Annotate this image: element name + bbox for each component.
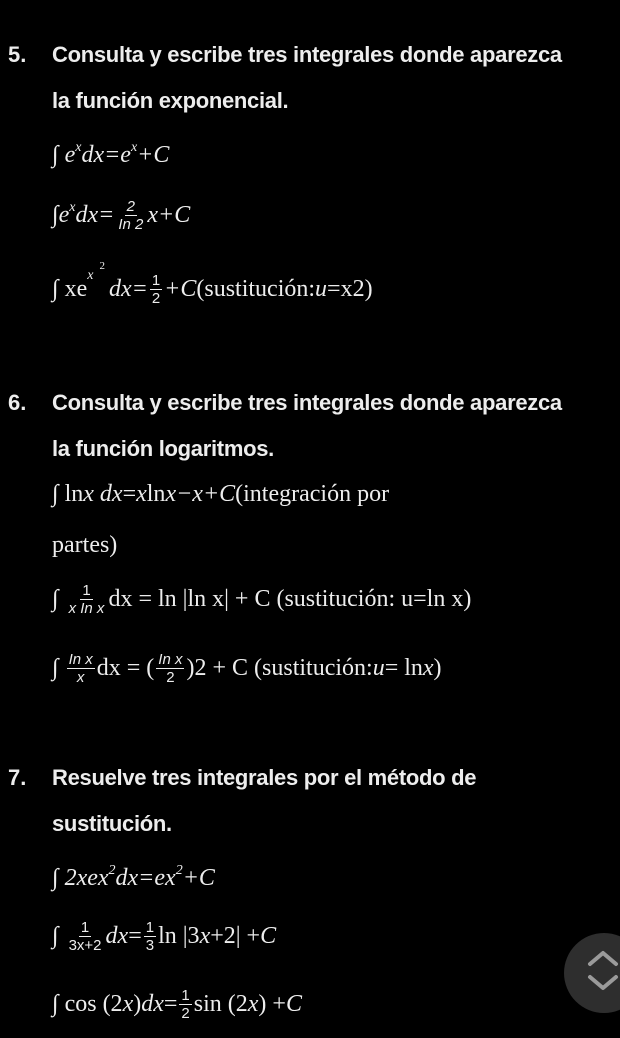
q7-formula-1 (52, 862, 215, 892)
note-text: (sustitución: (196, 276, 316, 302)
chevron-up-down-icon (586, 947, 620, 999)
numerator: In x (158, 651, 183, 668)
denominator: x In x (68, 600, 105, 617)
formula-text: ln |3 (158, 923, 200, 949)
q7-formula-3 (52, 987, 302, 1022)
formula-text: +C (182, 865, 215, 891)
fraction (156, 651, 184, 686)
formula-text: dx (105, 923, 129, 949)
formula-text: ) (133, 991, 142, 1017)
variable: C (285, 991, 302, 1017)
exponent-square: 2 (99, 259, 105, 272)
scroll-navigation-button[interactable] (564, 933, 620, 1013)
note-text: (integración por (235, 481, 390, 507)
numerator: 1 (80, 919, 90, 936)
denominator: x (76, 669, 85, 686)
q5-formula-3 (52, 259, 373, 307)
formula-text: ∫e (52, 202, 70, 228)
fraction (150, 272, 162, 307)
fraction (116, 198, 145, 233)
formula-text: x (136, 481, 147, 507)
question-7-text-line2: sustitución. (52, 811, 172, 836)
formula-text: e (64, 142, 76, 168)
variable: C (260, 923, 277, 949)
numerator: 1 (181, 987, 190, 1004)
question-5-number: 5. (8, 42, 27, 67)
variable: x (422, 655, 434, 681)
formula-text: )2 + C (sustitución: (186, 655, 373, 681)
denominator: 2 (166, 669, 175, 686)
chevron-down-icon[interactable] (590, 977, 616, 988)
integral-sign: ∫ (52, 586, 59, 612)
formula-text: x dx (83, 481, 123, 507)
q5-formula-1 (52, 139, 170, 169)
formula-text: = (163, 991, 178, 1017)
formula-text: dx = ln |ln x| + C (sustitución: u=ln x) (108, 586, 472, 612)
formula-text: ∫ 2xex (52, 865, 109, 891)
question-5-text-line2: la función exponencial. (52, 88, 289, 113)
note-text: partes) (52, 532, 118, 558)
variable: u (315, 276, 328, 302)
formula-text: +C (164, 276, 197, 302)
question-7-text-line1: Resuelve tres integrales por el método de (52, 765, 477, 790)
chevron-up-icon[interactable] (590, 953, 616, 964)
numerator: 2 (126, 198, 135, 215)
variable: x (247, 991, 259, 1017)
exponent: x (87, 267, 94, 283)
formula-text: dx (141, 991, 164, 1017)
fraction (67, 651, 95, 686)
variable: u (372, 655, 385, 681)
exponent: x (69, 199, 76, 215)
formula-text: ) + (258, 991, 286, 1017)
numerator: 1 (82, 582, 91, 599)
formula-text: +2| + (210, 923, 261, 949)
q6-formula-2 (52, 582, 471, 617)
formula-text: ln (146, 481, 166, 507)
formula-text: ) (433, 655, 442, 681)
q6-formula-3 (52, 651, 442, 686)
q7-formula-2 (52, 919, 276, 954)
formula-text: = (128, 923, 142, 949)
denominator: 3 (145, 937, 155, 954)
denominator: 2 (151, 290, 161, 307)
denominator: 2 (181, 1005, 190, 1022)
numerator: 1 (151, 272, 161, 289)
formula-text: ∫ xe (52, 276, 88, 302)
question-6-text-line1: Consulta y escribe tres integrales donde aparezca (52, 390, 562, 415)
formula-text: dx= (108, 276, 148, 302)
integral-sign: ∫ (52, 655, 59, 681)
fraction (67, 919, 104, 954)
variable: x (199, 923, 211, 949)
question-6-number: 6. (8, 390, 27, 415)
formula-text: x+C (147, 202, 191, 228)
formula-text: dx=ex (115, 865, 176, 891)
formula-text: = ln (384, 655, 423, 681)
formula-text: sin (2 (193, 991, 248, 1017)
formula-text: = (122, 481, 137, 507)
question-7-number: 7. (8, 765, 27, 790)
formula-text: ∫ ln (52, 481, 84, 507)
question-5-text-line1: Consulta y escribe tres integrales donde aparezca (52, 42, 562, 67)
formula-text: dx = ( (96, 655, 155, 681)
q6-formula-1-continued (52, 532, 117, 559)
q5-formula-2 (52, 198, 190, 233)
exponent: x (130, 139, 138, 155)
variable: x (122, 991, 134, 1017)
question-6-text-line2: la función logaritmos. (52, 436, 274, 461)
formula-text: +C (137, 142, 170, 168)
note-text: =x2) (327, 276, 373, 302)
fraction (179, 987, 191, 1022)
exponent: 2 (175, 862, 183, 878)
exponent: x (75, 139, 82, 155)
numerator: 1 (145, 919, 155, 936)
numerator: In x (68, 651, 93, 668)
integral-sign: ∫ (52, 142, 59, 168)
integral-sign: ∫ (52, 923, 59, 949)
formula-text: x−x+C (165, 481, 236, 507)
denominator: In 2 (118, 216, 144, 233)
formula-text: dx=e (81, 142, 131, 168)
formula-text: ∫ cos (2 (52, 991, 123, 1017)
fraction (67, 582, 107, 617)
fraction (144, 919, 156, 954)
q6-formula-1 (52, 481, 389, 508)
formula-text: dx= (75, 202, 115, 228)
denominator: 3x+2 (68, 937, 102, 954)
exponent: 2 (108, 862, 116, 878)
